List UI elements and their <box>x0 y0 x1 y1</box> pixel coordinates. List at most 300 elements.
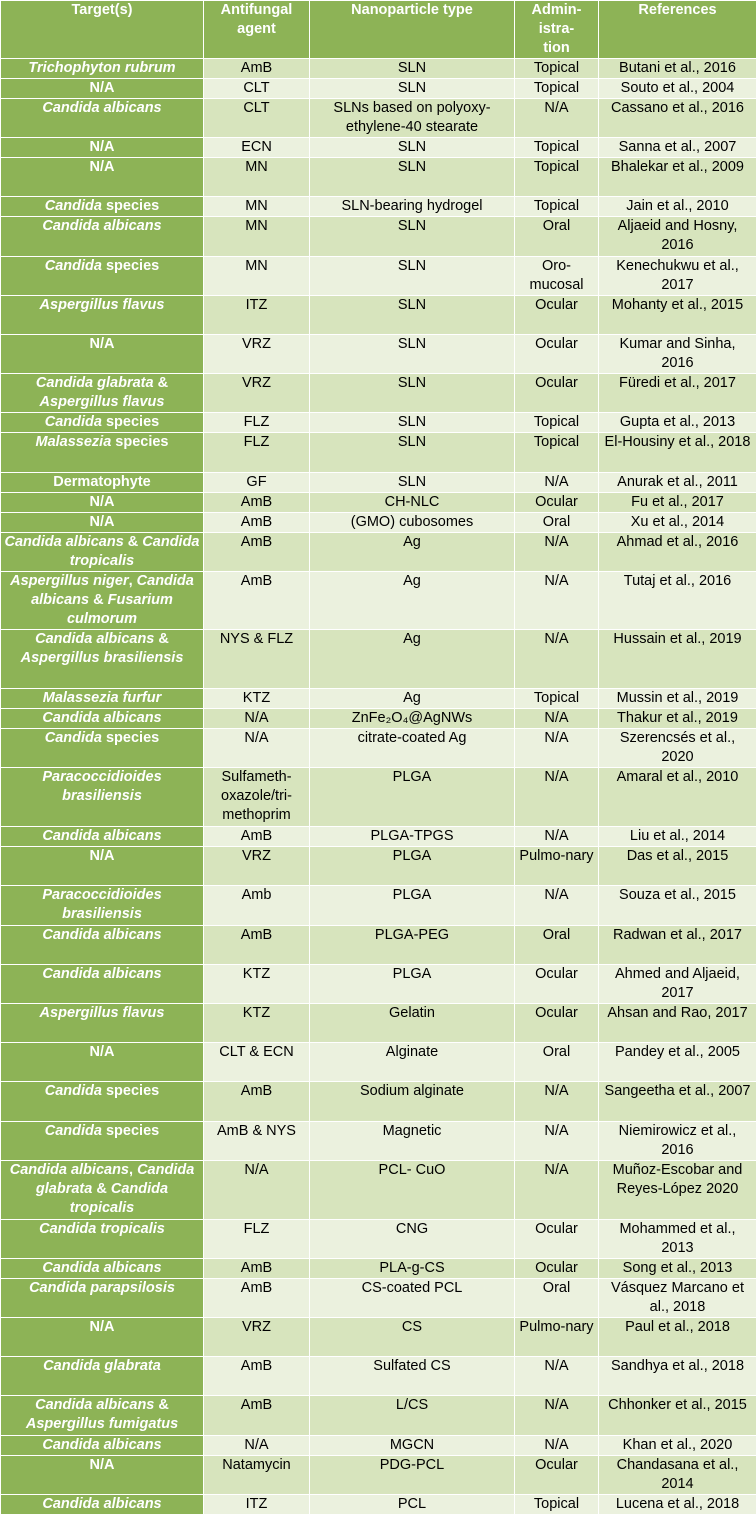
target-segment: Dermatophyte <box>53 474 151 490</box>
cell-nanoparticle-type: SLN <box>310 138 515 158</box>
cell-target <box>1 847 204 886</box>
cell-target <box>1 729 204 768</box>
cell-reference: Jain et al., 2010 <box>599 197 756 217</box>
table-row <box>1 138 756 158</box>
target-segment: N/A <box>90 139 115 155</box>
cell-target <box>1 472 204 492</box>
target-segment: Candida <box>45 1083 102 1099</box>
cell-antifungal-agent: Sulfameth-oxazole/tri-methoprim <box>204 768 310 827</box>
target-segment: Candida <box>45 730 102 746</box>
table-row <box>1 1043 756 1082</box>
table-row <box>1 1357 756 1396</box>
cell-nanoparticle-type: PLGA <box>310 768 515 827</box>
table-row <box>1 472 756 492</box>
cell-reference: Das et al., 2015 <box>599 847 756 886</box>
cell-reference: Bhalekar et al., 2009 <box>599 158 756 197</box>
cell-administration: Topical <box>515 1494 599 1514</box>
cell-target <box>1 217 204 256</box>
cell-reference: Chandasana et al., 2014 <box>599 1455 756 1494</box>
cell-target <box>1 964 204 1003</box>
cell-reference: Butani et al., 2016 <box>599 59 756 79</box>
cell-reference: Lucena et al., 2018 <box>599 1494 756 1514</box>
target-segment: Candida tropicalis <box>39 1221 165 1237</box>
cell-reference: Thakur et al., 2019 <box>599 709 756 729</box>
cell-nanoparticle-type: citrate-coated Ag <box>310 729 515 768</box>
target-segment: Candida tropicalis <box>70 1181 168 1216</box>
target-segment: Aspergillus flavus <box>40 297 165 313</box>
cell-administration: N/A <box>515 99 599 138</box>
target-segment: & <box>89 592 108 608</box>
cell-reference: El-Housiny et al., 2018 <box>599 433 756 472</box>
cell-administration: Topical <box>515 689 599 709</box>
cell-target <box>1 1258 204 1278</box>
cell-antifungal-agent: FLZ <box>204 433 310 472</box>
cell-administration: N/A <box>515 768 599 827</box>
table-row <box>1 1258 756 1278</box>
cell-target <box>1 1160 204 1219</box>
cell-administration: Topical <box>515 138 599 158</box>
target-segment: Candida tropicalis <box>70 534 200 569</box>
cell-reference: Sangeetha et al., 2007 <box>599 1082 756 1121</box>
cell-antifungal-agent: KTZ <box>204 1004 310 1043</box>
table-body <box>1 59 756 1515</box>
table-row <box>1 709 756 729</box>
cell-administration: Ocular <box>515 1004 599 1043</box>
cell-administration: Ocular <box>515 1258 599 1278</box>
cell-target <box>1 827 204 847</box>
table-row <box>1 1219 756 1258</box>
cell-administration: Ocular <box>515 295 599 334</box>
cell-administration: N/A <box>515 709 599 729</box>
cell-nanoparticle-type: CH-NLC <box>310 492 515 512</box>
cell-administration: N/A <box>515 1121 599 1160</box>
target-segment: & <box>154 1397 169 1413</box>
cell-nanoparticle-type: PDG-PCL <box>310 1455 515 1494</box>
cell-target <box>1 689 204 709</box>
cell-nanoparticle-type: SLN <box>310 59 515 79</box>
cell-reference: Vásquez Marcano et al., 2018 <box>599 1278 756 1317</box>
target-segment: & <box>154 375 169 391</box>
target-segment: species <box>111 434 168 450</box>
table-row <box>1 374 756 413</box>
cell-administration: Ocular <box>515 1455 599 1494</box>
table-row <box>1 689 756 709</box>
cell-nanoparticle-type: CS <box>310 1317 515 1356</box>
target-segment: Candida albicans <box>5 534 124 550</box>
cell-target <box>1 886 204 925</box>
table-row <box>1 1435 756 1455</box>
target-segment: Paracoccidioides brasiliensis <box>42 769 161 804</box>
cell-reference: Mussin et al., 2019 <box>599 689 756 709</box>
cell-antifungal-agent: VRZ <box>204 374 310 413</box>
cell-administration: N/A <box>515 1396 599 1435</box>
cell-antifungal-agent: AmB <box>204 1278 310 1317</box>
cell-administration: N/A <box>515 886 599 925</box>
cell-antifungal-agent: KTZ <box>204 964 310 1003</box>
table-row <box>1 59 756 79</box>
cell-target <box>1 512 204 532</box>
cell-reference: Szerencsés et al., 2020 <box>599 729 756 768</box>
cell-target <box>1 334 204 373</box>
cell-nanoparticle-type: SLN <box>310 158 515 197</box>
cell-nanoparticle-type: Gelatin <box>310 1004 515 1043</box>
cell-target <box>1 1396 204 1435</box>
cell-antifungal-agent: AmB & NYS <box>204 1121 310 1160</box>
cell-antifungal-agent: AmB <box>204 59 310 79</box>
cell-administration: Topical <box>515 158 599 197</box>
cell-target <box>1 1317 204 1356</box>
cell-nanoparticle-type: PLGA-TPGS <box>310 827 515 847</box>
cell-antifungal-agent: N/A <box>204 1435 310 1455</box>
cell-antifungal-agent: CLT <box>204 99 310 138</box>
cell-antifungal-agent: ITZ <box>204 295 310 334</box>
cell-reference: Kenechukwu et al., 2017 <box>599 256 756 295</box>
cell-antifungal-agent: VRZ <box>204 1317 310 1356</box>
target-segment: Malassezia <box>35 434 111 450</box>
target-segment: Aspergillus flavus <box>40 1005 165 1021</box>
table-row <box>1 158 756 197</box>
cell-administration: Oral <box>515 512 599 532</box>
cell-reference: Chhonker et al., 2015 <box>599 1396 756 1435</box>
cell-antifungal-agent: FLZ <box>204 1219 310 1258</box>
cell-administration: Topical <box>515 79 599 99</box>
cell-administration: Oro-mucosal <box>515 256 599 295</box>
target-segment: Candida albicans <box>42 927 161 943</box>
cell-reference: Sanna et al., 2007 <box>599 138 756 158</box>
table-row <box>1 334 756 373</box>
cell-nanoparticle-type: PLGA <box>310 964 515 1003</box>
table-row <box>1 512 756 532</box>
cell-target <box>1 925 204 964</box>
target-segment: Aspergillus fumigatus <box>26 1416 178 1432</box>
table-row <box>1 1317 756 1356</box>
cell-target <box>1 1004 204 1043</box>
target-segment: N/A <box>90 159 115 175</box>
target-segment: Paracoccidioides brasiliensis <box>42 887 161 922</box>
cell-target <box>1 374 204 413</box>
target-segment: Candida <box>45 198 102 214</box>
cell-nanoparticle-type: SLN <box>310 472 515 492</box>
cell-nanoparticle-type: Ag <box>310 630 515 689</box>
target-segment: Candida albicans <box>42 100 161 116</box>
cell-reference: Mohanty et al., 2015 <box>599 295 756 334</box>
target-segment: Candida albicans <box>42 710 161 726</box>
table-row <box>1 1121 756 1160</box>
header-administration: Admin- istra- tion <box>515 1 599 59</box>
cell-nanoparticle-type: SLN <box>310 334 515 373</box>
cell-nanoparticle-type: Sodium alginate <box>310 1082 515 1121</box>
table-row <box>1 1082 756 1121</box>
target-segment: Candida albicans <box>42 966 161 982</box>
table-row <box>1 768 756 827</box>
target-segment: species <box>102 198 159 214</box>
cell-reference: Ahmad et al., 2016 <box>599 532 756 571</box>
cell-target <box>1 1494 204 1514</box>
target-segment: N/A <box>90 1044 115 1060</box>
cell-nanoparticle-type: SLNs based on polyoxy-ethylene-40 stearate <box>310 99 515 138</box>
table-row <box>1 1278 756 1317</box>
cell-administration: Oral <box>515 925 599 964</box>
table-row <box>1 492 756 512</box>
cell-administration: Ocular <box>515 334 599 373</box>
target-segment: species <box>102 1123 159 1139</box>
cell-nanoparticle-type: Magnetic <box>310 1121 515 1160</box>
target-segment: species <box>102 730 159 746</box>
table-row <box>1 99 756 138</box>
table-row <box>1 295 756 334</box>
cell-reference: Kumar and Sinha, 2016 <box>599 334 756 373</box>
target-segment: Candida glabrata <box>36 1162 194 1197</box>
cell-antifungal-agent: GF <box>204 472 310 492</box>
target-segment: Aspergillus niger <box>10 573 128 589</box>
target-segment: Candida glabrata <box>36 375 154 391</box>
cell-reference: Souza et al., 2015 <box>599 886 756 925</box>
target-segment: Candida albicans <box>31 573 194 608</box>
table-row <box>1 532 756 571</box>
cell-antifungal-agent: MN <box>204 197 310 217</box>
cell-antifungal-agent: NYS & FLZ <box>204 630 310 689</box>
cell-reference: Fu et al., 2017 <box>599 492 756 512</box>
target-segment: Trichophyton rubrum <box>28 60 175 76</box>
cell-nanoparticle-type: Ag <box>310 571 515 630</box>
target-segment: Candida albicans <box>42 218 161 234</box>
cell-antifungal-agent: AmB <box>204 827 310 847</box>
cell-reference: Anurak et al., 2011 <box>599 472 756 492</box>
cell-antifungal-agent: CLT & ECN <box>204 1043 310 1082</box>
cell-target <box>1 158 204 197</box>
cell-administration: Ocular <box>515 374 599 413</box>
target-segment: N/A <box>90 494 115 510</box>
cell-administration: N/A <box>515 1357 599 1396</box>
cell-administration: N/A <box>515 532 599 571</box>
header-references: References <box>599 1 756 59</box>
cell-nanoparticle-type: PLA-g-CS <box>310 1258 515 1278</box>
cell-reference: Füredi et al., 2017 <box>599 374 756 413</box>
cell-nanoparticle-type: PLGA <box>310 847 515 886</box>
cell-nanoparticle-type: Ag <box>310 689 515 709</box>
table-row <box>1 1455 756 1494</box>
cell-target <box>1 99 204 138</box>
cell-target <box>1 1278 204 1317</box>
cell-target <box>1 79 204 99</box>
target-segment: Aspergillus flavus <box>40 394 165 410</box>
cell-administration: N/A <box>515 472 599 492</box>
cell-nanoparticle-type: CNG <box>310 1219 515 1258</box>
cell-antifungal-agent: Natamycin <box>204 1455 310 1494</box>
table-row <box>1 827 756 847</box>
cell-nanoparticle-type: SLN <box>310 433 515 472</box>
target-segment: Candida albicans <box>42 1437 161 1453</box>
cell-nanoparticle-type: SLN-bearing hydrogel <box>310 197 515 217</box>
cell-administration: Pulmo-nary <box>515 1317 599 1356</box>
cell-antifungal-agent: N/A <box>204 729 310 768</box>
cell-target <box>1 59 204 79</box>
header-targets: Target(s) <box>1 1 204 59</box>
cell-reference: Mohammed et al., 2013 <box>599 1219 756 1258</box>
cell-reference: Pandey et al., 2005 <box>599 1043 756 1082</box>
target-segment: N/A <box>90 336 115 352</box>
cell-nanoparticle-type: PLGA <box>310 886 515 925</box>
target-segment: N/A <box>90 514 115 530</box>
cell-antifungal-agent: MN <box>204 256 310 295</box>
target-segment: Candida albicans <box>35 631 154 647</box>
cell-target <box>1 1121 204 1160</box>
cell-administration: Topical <box>515 59 599 79</box>
cell-reference: Cassano et al., 2016 <box>599 99 756 138</box>
cell-reference: Aljaeid and Hosny, 2016 <box>599 217 756 256</box>
table-row <box>1 847 756 886</box>
cell-nanoparticle-type: Ag <box>310 532 515 571</box>
target-segment: Candida albicans <box>10 1162 129 1178</box>
cell-target <box>1 532 204 571</box>
target-segment: Candida <box>45 414 102 430</box>
cell-antifungal-agent: FLZ <box>204 413 310 433</box>
cell-target <box>1 1357 204 1396</box>
cell-reference: Amaral et al., 2010 <box>599 768 756 827</box>
target-segment: , <box>129 1162 137 1178</box>
cell-reference: Niemirowicz et al., 2016 <box>599 1121 756 1160</box>
cell-reference: Song et al., 2013 <box>599 1258 756 1278</box>
target-segment: species <box>102 258 159 274</box>
cell-nanoparticle-type: SLN <box>310 413 515 433</box>
target-segment: Aspergillus brasiliensis <box>21 650 184 666</box>
table-row <box>1 433 756 472</box>
cell-antifungal-agent: AmB <box>204 1396 310 1435</box>
cell-nanoparticle-type: SLN <box>310 256 515 295</box>
cell-target <box>1 256 204 295</box>
cell-target <box>1 1082 204 1121</box>
target-segment: N/A <box>90 848 115 864</box>
table-row <box>1 413 756 433</box>
cell-reference: Hussain et al., 2019 <box>599 630 756 689</box>
cell-administration: Topical <box>515 197 599 217</box>
cell-antifungal-agent: MN <box>204 217 310 256</box>
cell-antifungal-agent: AmB <box>204 1082 310 1121</box>
cell-reference: Radwan et al., 2017 <box>599 925 756 964</box>
cell-target <box>1 1435 204 1455</box>
cell-nanoparticle-type: CS-coated PCL <box>310 1278 515 1317</box>
cell-antifungal-agent: ECN <box>204 138 310 158</box>
target-segment: , <box>129 573 137 589</box>
cell-reference: Muñoz-Escobar and Reyes-López 2020 <box>599 1160 756 1219</box>
target-segment: Fusarium culmorum <box>67 592 173 627</box>
target-segment: Candida albicans <box>42 1496 161 1512</box>
cell-antifungal-agent: MN <box>204 158 310 197</box>
table-row <box>1 571 756 630</box>
cell-administration: N/A <box>515 1435 599 1455</box>
table-row <box>1 79 756 99</box>
table-row <box>1 1160 756 1219</box>
cell-antifungal-agent: N/A <box>204 1160 310 1219</box>
cell-antifungal-agent: ITZ <box>204 1494 310 1514</box>
cell-antifungal-agent: AmB <box>204 925 310 964</box>
cell-target <box>1 1219 204 1258</box>
target-segment: & <box>124 534 143 550</box>
cell-nanoparticle-type: PCL- CuO <box>310 1160 515 1219</box>
target-segment: Candida albicans <box>35 1397 154 1413</box>
cell-nanoparticle-type: (GMO) cubosomes <box>310 512 515 532</box>
cell-antifungal-agent: CLT <box>204 79 310 99</box>
cell-target <box>1 492 204 512</box>
target-segment: Candida glabrata <box>43 1358 161 1374</box>
table-row <box>1 964 756 1003</box>
cell-target <box>1 1455 204 1494</box>
target-segment: N/A <box>90 1457 115 1473</box>
cell-nanoparticle-type: Sulfated CS <box>310 1357 515 1396</box>
cell-antifungal-agent: VRZ <box>204 847 310 886</box>
cell-nanoparticle-type: ZnFe₂O₄@AgNWs <box>310 709 515 729</box>
cell-nanoparticle-type: SLN <box>310 79 515 99</box>
cell-reference: Liu et al., 2014 <box>599 827 756 847</box>
cell-administration: N/A <box>515 1082 599 1121</box>
cell-nanoparticle-type: SLN <box>310 295 515 334</box>
cell-target <box>1 138 204 158</box>
cell-target <box>1 1043 204 1082</box>
cell-administration: Topical <box>515 413 599 433</box>
target-segment: Candida <box>45 1123 102 1139</box>
target-segment: Candida <box>45 258 102 274</box>
cell-reference: Paul et al., 2018 <box>599 1317 756 1356</box>
cell-reference: Xu et al., 2014 <box>599 512 756 532</box>
cell-antifungal-agent: N/A <box>204 709 310 729</box>
cell-antifungal-agent: AmB <box>204 532 310 571</box>
target-segment: Candida albicans <box>42 1260 161 1276</box>
cell-target <box>1 709 204 729</box>
table-row <box>1 1494 756 1514</box>
cell-administration: Oral <box>515 1043 599 1082</box>
cell-reference: Gupta et al., 2013 <box>599 413 756 433</box>
cell-administration: N/A <box>515 571 599 630</box>
cell-nanoparticle-type: PCL <box>310 1494 515 1514</box>
cell-target <box>1 630 204 689</box>
table-row <box>1 217 756 256</box>
cell-reference: Tutaj et al., 2016 <box>599 571 756 630</box>
cell-administration: Pulmo-nary <box>515 847 599 886</box>
cell-administration: N/A <box>515 729 599 768</box>
cell-administration: Ocular <box>515 492 599 512</box>
cell-administration: Ocular <box>515 1219 599 1258</box>
cell-reference: Souto et al., 2004 <box>599 79 756 99</box>
cell-reference: Sandhya et al., 2018 <box>599 1357 756 1396</box>
table-row <box>1 1004 756 1043</box>
cell-target <box>1 295 204 334</box>
target-segment: Candida parapsilosis <box>29 1280 175 1296</box>
cell-antifungal-agent: AmB <box>204 1258 310 1278</box>
table-row <box>1 630 756 689</box>
cell-target <box>1 768 204 827</box>
cell-administration: N/A <box>515 827 599 847</box>
cell-target <box>1 571 204 630</box>
cell-reference: Ahsan and Rao, 2017 <box>599 1004 756 1043</box>
cell-nanoparticle-type: SLN <box>310 374 515 413</box>
target-segment: N/A <box>90 1319 115 1335</box>
target-segment: N/A <box>90 80 115 96</box>
table-row <box>1 1396 756 1435</box>
cell-target <box>1 433 204 472</box>
table-row <box>1 729 756 768</box>
target-segment: & <box>154 631 169 647</box>
cell-nanoparticle-type: MGCN <box>310 1435 515 1455</box>
cell-target <box>1 197 204 217</box>
table-row <box>1 886 756 925</box>
cell-antifungal-agent: AmB <box>204 512 310 532</box>
table-row <box>1 197 756 217</box>
cell-antifungal-agent: AmB <box>204 492 310 512</box>
table-row <box>1 256 756 295</box>
cell-nanoparticle-type: Alginate <box>310 1043 515 1082</box>
cell-nanoparticle-type: SLN <box>310 217 515 256</box>
cell-administration: Topical <box>515 433 599 472</box>
